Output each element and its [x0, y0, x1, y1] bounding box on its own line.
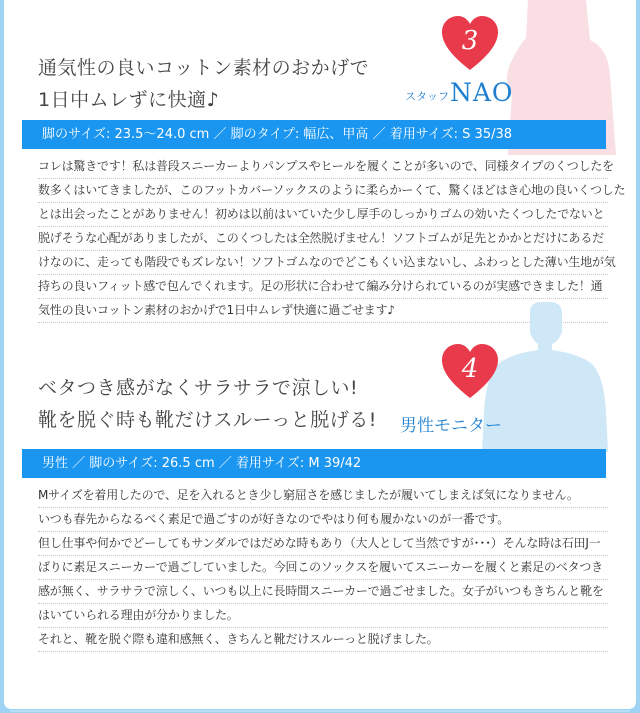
monitor-label: 男性モニター [400, 416, 502, 436]
number-3-heart-icon [440, 14, 500, 72]
review-line: 数多くはいてきましたが、このフットカバーソックスのように柔らかーくて、驚くほどはき心地の良いくつした [38, 179, 608, 203]
info-band-text: 男性 ／ 脚のサイズ: 26.5 cm ／ 着用サイズ: M 39/42 [42, 456, 362, 471]
review-line: はいていられる理由が分かりました。 [38, 604, 608, 628]
section4-info-band [22, 449, 606, 478]
review-line: 感が無く、サラサラで涼しく、いつも以上に長時間スニーカーで過ごせました。女子がいつもきちんと靴を [38, 580, 608, 604]
section-number: 3 [461, 26, 479, 56]
review-line: 持ちの良いフィット感で包んでくれます。足の形状に合わせて編み分けられているのが実感できました！通 [38, 275, 608, 299]
review-line: とは出会ったことがありません！初めは以前はいていた少し厚手のしっかりゴムの効いたくつしたでないと [38, 203, 608, 227]
section4-review-text [38, 484, 608, 652]
review-line: コレは驚きです！私は普段スニーカーよりパンプスやヒールを履くことが多いので、同様タイプのくつしたを [38, 155, 608, 179]
review-line: けなのに、走っても階段でもズレない！ソフトゴムなのでどこもくい込まないし、ふわっとした薄い生地が気 [38, 251, 608, 275]
staff-name: NAO [450, 78, 514, 107]
info-band-text: 脚のサイズ: 23.5〜24.0 cm ／ 脚のタイプ: 幅広、甲高 ／ 着用サイズ: S 35/38 [42, 127, 513, 142]
section3-review-text [38, 155, 626, 323]
staff-label: スタッフ [405, 90, 449, 103]
number-4-heart-icon [440, 342, 500, 400]
review-line: 但し仕事や何かでどーしてもサンダルではだめな時もあり（大人として当然ですが･･･）そんな時は石田J一 [38, 532, 608, 556]
frame-right-border [636, 0, 640, 713]
headline-line: 靴を脱ぐ時も靴だけスルーっと脱げる! [38, 409, 377, 431]
section3-headline [38, 52, 369, 116]
section-number: 4 [461, 354, 479, 384]
review-line: いつも春先からなるべく素足で過ごすのが好きなのでやはり何も履かないのが一番です。 [38, 508, 608, 532]
review-line: 気性の良いコットン素材のおかげで1日中ムレず快適に過ごせます♪ [38, 299, 608, 323]
review-line: Mサイズを着用したので、足を入れるとき少し窮屈さを感じましたが履いてしまえば気になりません。 [38, 484, 608, 508]
section4-headline [38, 372, 377, 436]
frame-left-border [0, 0, 4, 713]
section3-info-band [22, 120, 606, 149]
frame-bottom-border [0, 687, 640, 713]
headline-line: 通気性の良いコットン素材のおかげで [38, 57, 370, 79]
review-line: ばりに素足スニーカーで過ごしていました。今回このソックスを履いてスニーカーを履くと素足のベタつき [38, 556, 608, 580]
review-line: 脱げそうな心配がありましたが、このくつしたは全然脱げません！ソフトゴムが足先とかかとだけにあるだ [38, 227, 608, 251]
headline-line: 1日中ムレずに快適♪ [38, 89, 220, 111]
review-line: それと、靴を脱ぐ際も違和感無く、きちんと靴だけスルーっと脱げました。 [38, 628, 608, 652]
headline-line: ベタつき感がなくサラサラで涼しい! [38, 377, 359, 399]
